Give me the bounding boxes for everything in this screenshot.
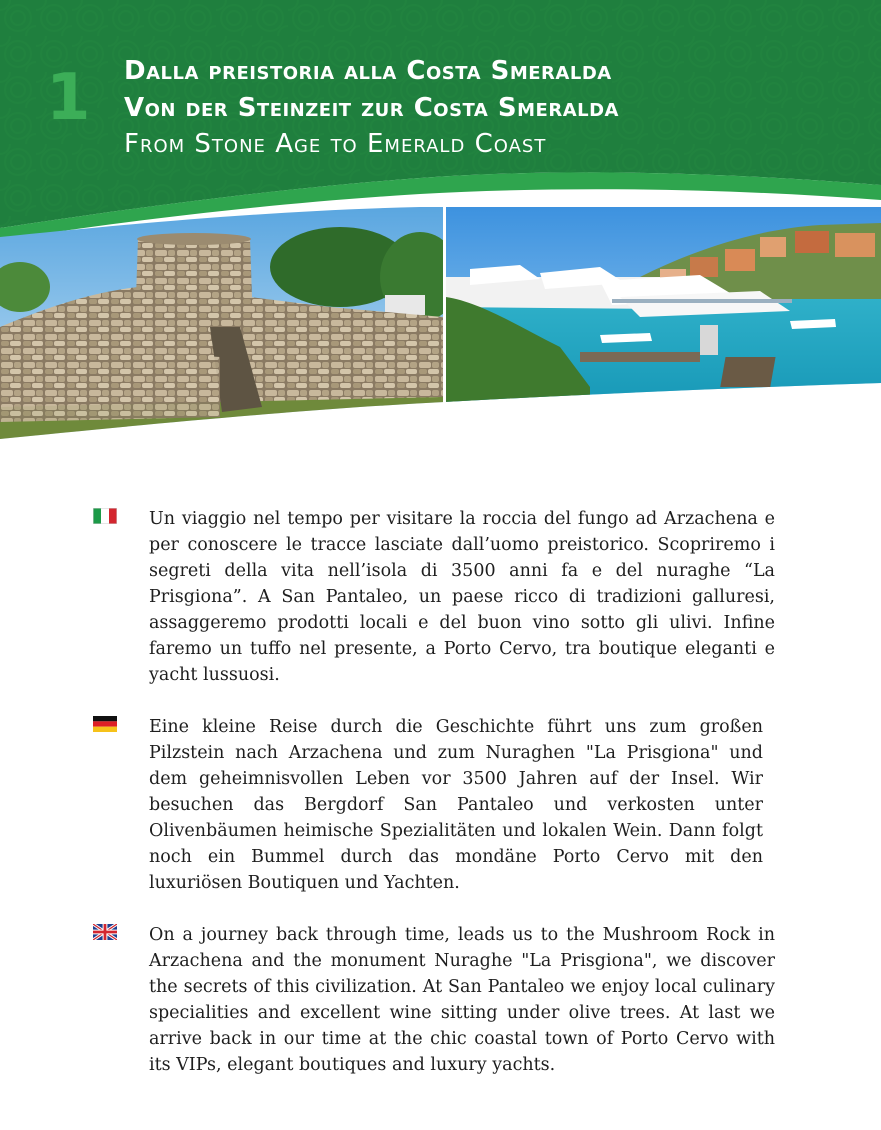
title-german: Von der Steinzeit zur Costa Smeralda: [124, 93, 619, 123]
uk-flag-icon: [93, 924, 117, 940]
title-english: From Stone Age to Emerald Coast: [124, 129, 547, 159]
germany-flag-icon: [93, 716, 117, 732]
chapter-number: 1: [46, 61, 91, 135]
english-description: On a journey back through time, leads us to the Mushroom Rock in Arzachena and the monument Nuraghe "La Prisgiona", we discover the secrets of this civilization. At San Pantaleo we enjoy local culinary specialities and excellent wine sitting under olive trees. At last we arrive back in our time at the chic coastal town of Porto Cervo with its VIPs, elegant boutiques and luxury yachts.: [149, 925, 775, 1075]
chapter-header: [0, 0, 881, 240]
photo-strip: [0, 207, 881, 447]
italian-description: Un viaggio nel tempo per visitare la roccia del fungo ad Arzachena e per conoscere le tracce lasciate dall’uomo preistorico. Scopriremo i segreti della vita nell’isola di 3500 anni fa e del nuraghe “La Prisgiona”. A San Pantaleo, un paese ricco di tradizioni galluresi, assaggeremo prodotti locali e del buon vino sotto gli ulivi. Infine faremo un tuffo nel presente, a Porto Cervo, tra boutique eleganti e yacht lussuosi.: [149, 509, 775, 685]
italy-flag-icon: [93, 508, 117, 524]
porto-cervo-marina-photo: [446, 207, 881, 447]
title-italian: Dalla preistoria alla Costa Smeralda: [124, 56, 612, 86]
german-description: Eine kleine Reise durch die Geschichte führt uns zum großen Pilzstein nach Arzachena und zum Nuraghen "La Prisgiona" und dem geheimnisvollen Leben vor 3500 Jahren auf der Insel. Wir besuchen das Bergdorf San Pantaleo und verkosten unter Olivenbäumen heimische Spezialitäten und lokalen Wein. Dann folgt noch ein Bummel durch das mondäne Porto Cervo mit den luxuriösen Boutiquen und Yachten.: [149, 717, 763, 893]
nuraghe-la-prisgiona-photo: [0, 207, 460, 447]
